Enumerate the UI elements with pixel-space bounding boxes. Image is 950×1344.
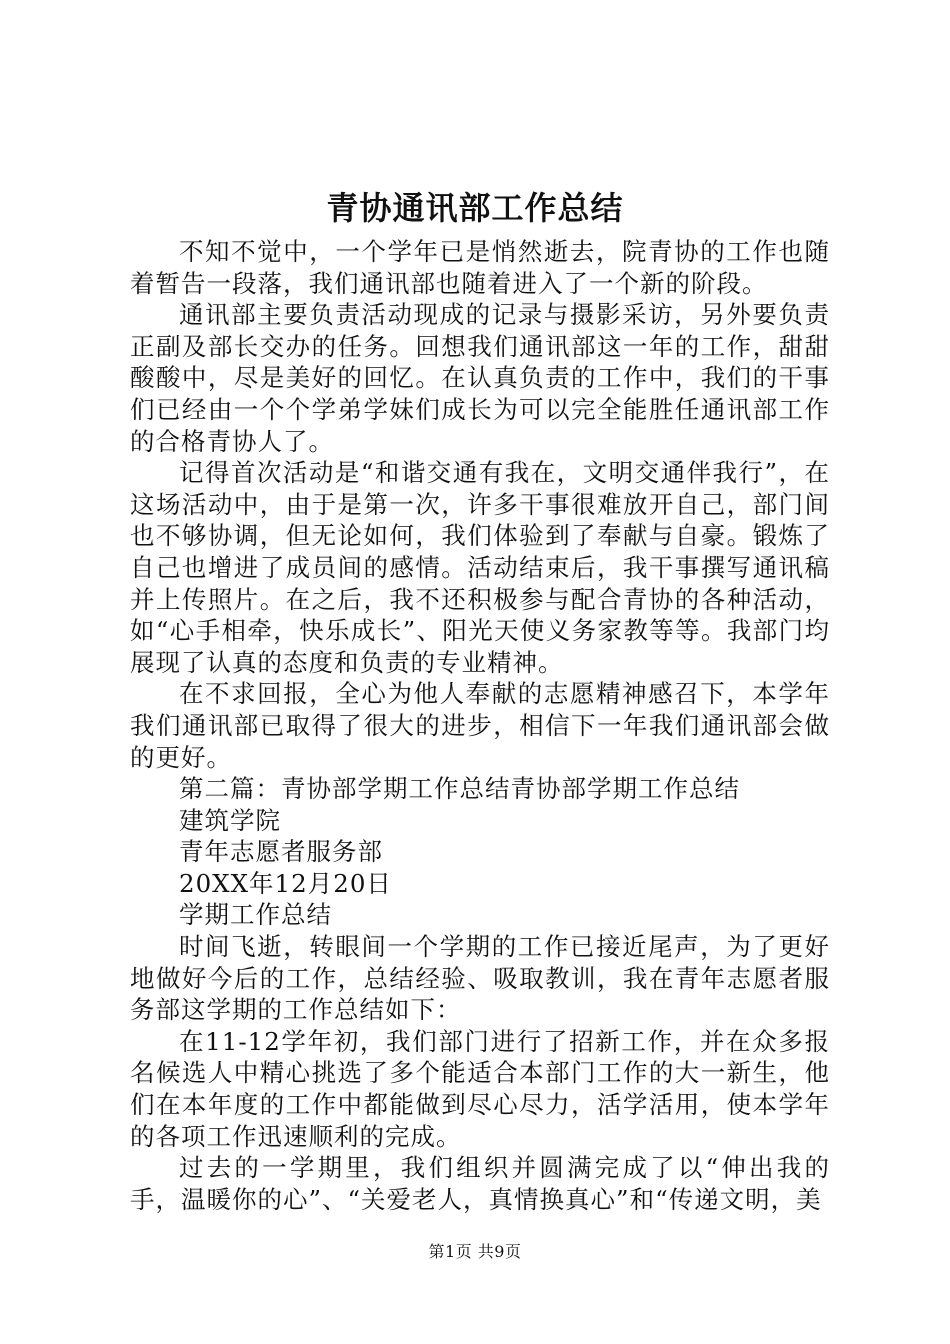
paragraph-conclusion: 在不求回报，全心为他人奉献的志愿精神感召下，本学年我们通讯部已取得了很大的进步，相信下一年我们通讯部会做的更好。 xyxy=(130,679,830,772)
paragraph-activities: 过去的一学期里，我们组织并圆满完成了以“伸出我的手，温暖你的心”、“关爱老人，真情换真心”和“传递文明，美 xyxy=(130,1153,830,1214)
org-line-department: 青年志愿者服务部 xyxy=(179,837,383,867)
page-number-footer: 第1页 共9页 xyxy=(428,1242,522,1261)
section-heading-part-two: 第二篇：青协部学期工作总结青协部学期工作总结 xyxy=(179,774,740,804)
paragraph-first-event: 记得首次活动是“和谐交通有我在，文明交通伴我行”，在这场活动中，由于是第一次，许多干事很难放开自己，部门间也不够协调，但无论如何，我们体验到了奉献与自豪。锻炼了自己也增进了成员间的感情。活动结束后，我干事撰写通讯稿并上传照片。在之后，我不还积极参与配合青协的各种活动，如“心手相牵，快乐成长”、阳光天使义务家教等等。我部门均展现了认真的态度和负责的专业精神。 xyxy=(130,458,830,677)
date-line: 20XX年12月20日 xyxy=(179,868,392,898)
subtitle-line: 学期工作总结 xyxy=(179,900,332,930)
document-title: 青协通讯部工作总结 xyxy=(326,189,624,227)
org-line-college: 建筑学院 xyxy=(179,805,281,835)
paragraph-recruitment: 在11-12学年初，我们部门进行了招新工作，并在众多报名候选人中精心挑选了多个能适合本部门工作的大一新生，他们在本年度的工作中都能做到尽心尽力，活学活用，使本学年的各项工作迅速顺利的完成。 xyxy=(130,1026,830,1151)
paragraph-duties: 通讯部主要负责活动现成的记录与摄影采访，另外要负责正副及部长交办的任务。回想我们通讯部这一年的工作，甜甜酸酸中，尽是美好的回忆。在认真负责的工作中，我们的干事们已经由一个个学弟学妹们成长为可以完全能胜任通讯部工作的合格青协人了。 xyxy=(130,300,830,456)
document-body xyxy=(130,236,830,1215)
paragraph-intro: 不知不觉中，一个学年已是悄然逝去，院青协的工作也随着暂告一段落，我们通讯部也随着进入了一个新的阶段。 xyxy=(130,237,830,298)
paragraph-summary-intro: 时间飞逝，转眼间一个学期的工作已接近尾声，为了更好地做好今后的工作，总结经验、吸取教训，我在青年志愿者服务部这学期的工作总结如下： xyxy=(130,932,830,1025)
